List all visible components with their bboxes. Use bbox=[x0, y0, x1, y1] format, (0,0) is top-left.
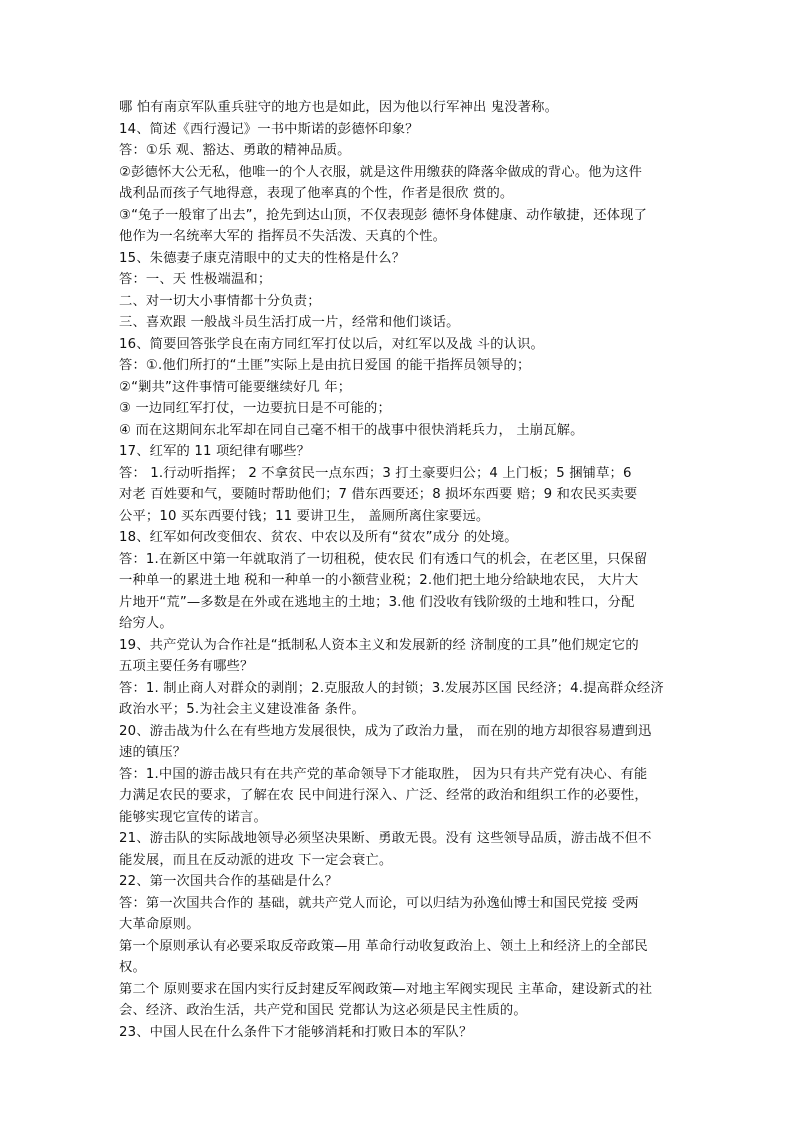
text-line: 23、中国人民在什么条件下才能够消耗和打败日本的军队？ bbox=[119, 1024, 473, 1040]
text-line: 15、朱德妻子康克清眼中的丈夫的性格是什么？ bbox=[119, 250, 406, 266]
text-line: 能够实现它宣传的诺言。 bbox=[119, 809, 267, 825]
document-body bbox=[119, 97, 679, 1043]
text-line: 17、红军的 11 项纪律有哪些？ bbox=[119, 444, 311, 459]
text-line: ③ 一边同红军打仗，一边要抗日是不可能的； bbox=[119, 401, 391, 416]
text-line: 答：1.中国的游击战只有在共产党的革命领导下才能取胜， 因为只有共产党有决心、有能 bbox=[119, 766, 648, 782]
text-line: 他作为一名统率大军的 指挥员不失活泼、天真的个性。 bbox=[119, 229, 447, 244]
text-line: 二、对一切大小事情都十分负责； bbox=[119, 293, 321, 309]
text-line: 答：1. 制止商人对群众的剥削；2.克服敌人的封锁；3.发展苏区国 民经济；4.提高群众经济 bbox=[119, 680, 664, 696]
text-line: 会、经济、政治生活，共产党和国民 党都认为这必须是民主性质的。 bbox=[119, 1003, 527, 1018]
text-line: 战利品而孩子气地得意，表现了他率真的个性，作者是很欣 赏的。 bbox=[119, 186, 514, 201]
text-line: 20、游击战为什么在有些地方发展很快，成为了政治力量， 而在别的地方却很容易遭到迅 bbox=[119, 723, 652, 739]
text-line: 一种单一的累进土地 税和一种单一的小额营业税；2.他们把土地分给缺地农民， 大片大 bbox=[119, 573, 639, 588]
text-line: 答：①乐 观、豁达、勇敢的精神品质。 bbox=[119, 143, 351, 158]
text-line: ②“剿共”这件事情可能要继续好几 年； bbox=[119, 379, 352, 395]
text-line: 大革命原则。 bbox=[119, 917, 200, 932]
text-line: 对老 百姓要和气，要随时帮助他们；7 借东西要还；8 损坏东西要 赔；9 和农民买卖要 bbox=[119, 487, 638, 502]
text-line: 政治水平；5.为社会主义建设准备 条件。 bbox=[119, 702, 365, 717]
text-line: 18、红军如何改变佃农、贫农、中农以及所有“贫农”成分 的处境。 bbox=[119, 530, 518, 545]
text-line: 答：1.在新区中第一年就取消了一切租税，使农民 们有透口气的机会，在老区里，只保留 bbox=[119, 551, 648, 567]
text-line: 答：①.他们所打的“土匪”实际上是由抗日爱国 的能干指挥员领导的； bbox=[119, 358, 531, 373]
text-line: 三、喜欢跟 一般战斗员生活打成一片，经常和他们谈话。 bbox=[119, 315, 460, 330]
text-line: 22、第一次国共合作的基础是什么？ bbox=[119, 874, 338, 889]
text-line: 权。 bbox=[119, 960, 146, 975]
text-line: ②彭德怀大公无私，他唯一的个人衣服，就是这件用缴获的降落伞做成的背心。他为这件 bbox=[119, 164, 643, 180]
text-line: 第一个原则承认有必要采取反帝政策—用 革命行动收复政治上、领土上和经济上的全部民 bbox=[119, 938, 648, 954]
text-line: 答： 1.行动听指挥； 2 不拿贫民一点东西；3 打土豪要归公；4 上门板；5 捆铺草；6 bbox=[119, 465, 632, 481]
text-line: 第二个 原则要求在国内实行反封建反军阀政策—对地主军阀实现民 主革命，建设新式的社 bbox=[119, 981, 653, 997]
text-line: 21、游击队的实际战地领导必须坚决果断、勇敢无畏。没有 这些领导品质，游击战不但不 bbox=[119, 831, 652, 846]
text-line: 片地开“荒”—多数是在外或在逃地主的土地；3.他 们没收有钱阶级的土地和牲口，分配 bbox=[119, 594, 635, 610]
text-line: 五项主要任务有哪些？ bbox=[119, 659, 254, 674]
text-line: 给穷人。 bbox=[119, 616, 173, 631]
text-line: 公平；10 买东西要付钱；11 要讲卫生， 盖厕所离住家要远。 bbox=[119, 508, 490, 524]
text-line: 哪 怕有南京军队重兵驻守的地方也是如此，因为他以行军神出 鬼没著称。 bbox=[119, 100, 559, 115]
text-line: 答：第一次国共合作的 基础，就共产党人而论，可以归结为孙逸仙博士和国民党接 受两 bbox=[119, 895, 639, 911]
text-line: ③“兔子一般窜了出去”，抢先到达山顶，不仅表现彭 德怀身体健康、动作敏捷，还体现了 bbox=[119, 207, 648, 223]
text-line: ④ 而在这期间东北军却在同自己毫不相干的战事中很快消耗兵力， 土崩瓦解。 bbox=[119, 422, 584, 438]
text-line: 19、共产党认为合作社是“抵制私人资本主义和发展新的经 济制度的工具”他们规定它的 bbox=[119, 637, 639, 653]
text-line: 答：一、天 性极端温和； bbox=[119, 272, 272, 287]
text-line: 能发展，而且在反动派的进攻 下一定会衰亡。 bbox=[119, 852, 393, 868]
text-line: 16、简要回答张学良在南方同红军打仗以后，对红军以及战 斗的认识。 bbox=[119, 336, 545, 352]
text-line: 力满足农民的要求，了解在农 民中间进行深入、广泛、经常的政治和组织工作的必要性， bbox=[119, 788, 648, 803]
text-line: 速的镇压？ bbox=[119, 745, 187, 760]
text-line: 14、简述《西行漫记》一书中斯诺的彭德怀印象？ bbox=[119, 121, 419, 137]
